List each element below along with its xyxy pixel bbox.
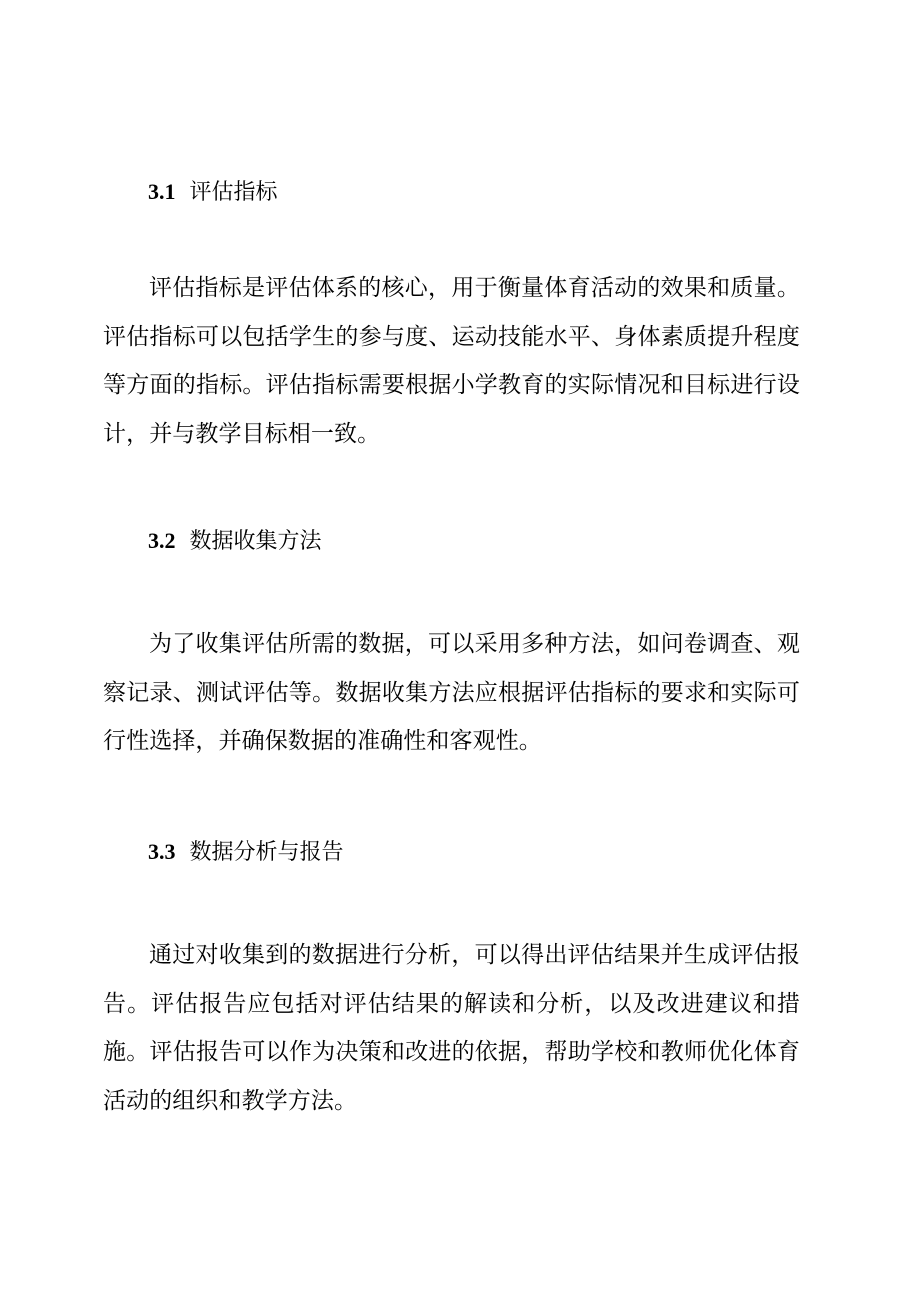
section-paragraph: 评估指标是评估体系的核心，用于衡量体育活动的效果和质量。评估指标可以包括学生的参与度、运动技能水平、身体素质提升程度等方面的指标。评估指标需要根据小学教育的实际情况和目标进行设计，并与教学目标相一致。	[103, 275, 800, 447]
section-paragraph: 为了收集评估所需的数据，可以采用多种方法，如问卷调查、观察记录、测试评估等。数据收集方法应根据评估指标的要求和实际可行性选择，并确保数据的准确性和客观性。	[103, 631, 800, 754]
section-heading	[148, 527, 322, 556]
section-title: 评估指标	[189, 180, 278, 205]
section-number: 3.3	[148, 839, 176, 864]
section-title: 数据收集方法	[189, 529, 322, 554]
section-paragraph: 通过对收集到的数据进行分析，可以得出评估结果并生成评估报告。评估报告应包括对评估结果的解读和分析，以及改进建议和措施。评估报告可以作为决策和改进的依据，帮助学校和教师优化体育活动的组织和教学方法。	[103, 942, 800, 1114]
section-title: 数据分析与报告	[189, 840, 344, 865]
section-number: 3.2	[148, 528, 176, 553]
section-heading	[148, 838, 344, 867]
section-heading	[148, 178, 278, 207]
section-number: 3.1	[148, 179, 176, 204]
